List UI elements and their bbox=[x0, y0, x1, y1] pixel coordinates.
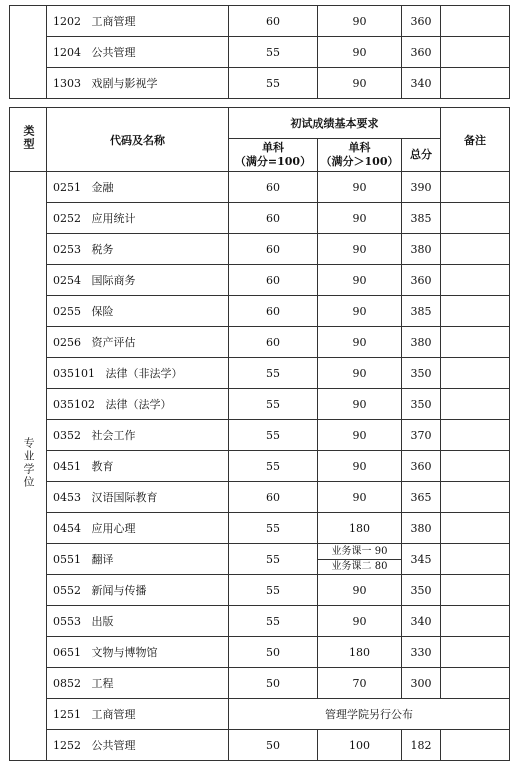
single-100-cell: 60 bbox=[229, 172, 318, 203]
section-label: 专业学位 bbox=[22, 436, 35, 489]
code-name-cell bbox=[47, 513, 229, 544]
split-cell bbox=[318, 544, 402, 575]
total-cell: 390 bbox=[402, 172, 441, 203]
code-name-cell bbox=[47, 172, 229, 203]
single-100-cell: 55 bbox=[229, 513, 318, 544]
single-100-plus-cell: 90 bbox=[318, 606, 402, 637]
program-code: 0453 bbox=[53, 491, 81, 504]
program-code: 0253 bbox=[53, 243, 81, 256]
total-cell: 350 bbox=[402, 575, 441, 606]
program-name: 教育 bbox=[91, 460, 114, 473]
total-cell: 380 bbox=[402, 513, 441, 544]
program-code: 035102 bbox=[53, 398, 95, 411]
program-code: 1202 bbox=[53, 15, 81, 28]
single-100-plus-cell: 90 bbox=[318, 420, 402, 451]
single-100-cell: 55 bbox=[229, 358, 318, 389]
program-name: 应用心理 bbox=[91, 522, 136, 535]
program-code: 0651 bbox=[53, 646, 81, 659]
note-cell bbox=[441, 327, 510, 358]
program-code: 1251 bbox=[53, 708, 81, 721]
single-100-cell: 60 bbox=[229, 296, 318, 327]
note-cell bbox=[441, 730, 510, 761]
single-100-cell: 60 bbox=[229, 6, 318, 37]
program-code: 0251 bbox=[53, 181, 81, 194]
program-name: 金融 bbox=[91, 181, 114, 194]
single-100-cell: 55 bbox=[229, 420, 318, 451]
code-name-cell bbox=[47, 203, 229, 234]
total-cell: 300 bbox=[402, 668, 441, 699]
program-code: 035101 bbox=[53, 367, 95, 380]
header-row-1 bbox=[10, 108, 510, 139]
program-code: 0254 bbox=[53, 274, 81, 287]
single-100-cell: 50 bbox=[229, 668, 318, 699]
total-cell: 340 bbox=[402, 606, 441, 637]
total-cell: 370 bbox=[402, 420, 441, 451]
single-100-plus-cell: 90 bbox=[318, 296, 402, 327]
code-name-cell bbox=[47, 606, 229, 637]
note-cell bbox=[441, 451, 510, 482]
total-cell: 360 bbox=[402, 37, 441, 68]
program-code: 0551 bbox=[53, 553, 81, 566]
total-cell: 380 bbox=[402, 327, 441, 358]
table-row bbox=[10, 513, 510, 544]
header-section bbox=[10, 99, 510, 172]
table-row bbox=[10, 6, 510, 37]
single-100-plus-cell: 70 bbox=[318, 668, 402, 699]
program-name: 新闻与传播 bbox=[91, 584, 147, 597]
single-100-plus-cell: 90 bbox=[318, 37, 402, 68]
total-cell: 360 bbox=[402, 6, 441, 37]
table-row bbox=[10, 203, 510, 234]
header-type: 类型 bbox=[10, 108, 47, 172]
program-code: 1204 bbox=[53, 46, 81, 59]
program-name: 公共管理 bbox=[91, 739, 136, 752]
table-row bbox=[10, 37, 510, 68]
program-code: 0451 bbox=[53, 460, 81, 473]
single-100-plus-cell: 90 bbox=[318, 265, 402, 296]
program-name: 法律（非法学） bbox=[105, 367, 183, 380]
single-100-cell: 55 bbox=[229, 544, 318, 575]
code-name-cell bbox=[47, 451, 229, 482]
total-cell: 350 bbox=[402, 358, 441, 389]
type-cell-empty bbox=[10, 6, 47, 99]
note-cell bbox=[441, 668, 510, 699]
total-cell: 350 bbox=[402, 389, 441, 420]
single-100-plus-cell: 180 bbox=[318, 637, 402, 668]
single-100-cell: 50 bbox=[229, 637, 318, 668]
total-cell: 380 bbox=[402, 234, 441, 265]
single-100-plus-cell: 90 bbox=[318, 6, 402, 37]
professional-degree-section bbox=[10, 172, 510, 761]
single-100-cell: 55 bbox=[229, 451, 318, 482]
total-cell: 365 bbox=[402, 482, 441, 513]
program-name: 社会工作 bbox=[91, 429, 136, 442]
code-name-cell bbox=[47, 420, 229, 451]
code-name-cell bbox=[47, 699, 229, 730]
note-cell bbox=[441, 389, 510, 420]
single-100-plus-cell: 90 bbox=[318, 575, 402, 606]
single-100-plus-cell: 90 bbox=[318, 68, 402, 99]
program-name: 工程 bbox=[91, 677, 114, 690]
single-100-cell: 60 bbox=[229, 234, 318, 265]
single-100-plus-cell: 90 bbox=[318, 482, 402, 513]
program-name: 汉语国际教育 bbox=[91, 491, 158, 504]
single-100-cell: 60 bbox=[229, 203, 318, 234]
program-name: 出版 bbox=[91, 615, 114, 628]
table-row bbox=[10, 389, 510, 420]
header-single-100: 单科 （满分=100） bbox=[229, 139, 318, 172]
single-100-plus-cell: 180 bbox=[318, 513, 402, 544]
table-row bbox=[10, 68, 510, 99]
single-100-plus-cell: 90 bbox=[318, 234, 402, 265]
note-cell bbox=[441, 68, 510, 99]
program-name: 戏剧与影视学 bbox=[91, 77, 158, 90]
table-row bbox=[10, 327, 510, 358]
header-note: 备注 bbox=[441, 108, 510, 172]
note-cell bbox=[441, 420, 510, 451]
note-cell bbox=[441, 6, 510, 37]
table-row bbox=[10, 358, 510, 389]
split-subject-1: 业务课一 90 bbox=[318, 544, 401, 560]
program-name: 应用统计 bbox=[91, 212, 136, 225]
program-code: 0552 bbox=[53, 584, 81, 597]
code-name-cell bbox=[47, 358, 229, 389]
header-code-name: 代码及名称 bbox=[47, 108, 229, 172]
code-name-cell bbox=[47, 389, 229, 420]
total-cell: 182 bbox=[402, 730, 441, 761]
table-row bbox=[10, 544, 510, 575]
note-cell bbox=[441, 606, 510, 637]
note-cell bbox=[441, 234, 510, 265]
total-cell: 330 bbox=[402, 637, 441, 668]
table-row bbox=[10, 668, 510, 699]
top-section bbox=[10, 6, 510, 99]
single-100-cell: 55 bbox=[229, 389, 318, 420]
single-100-cell: 60 bbox=[229, 265, 318, 296]
table-row bbox=[10, 699, 510, 730]
single-100-plus-cell: 90 bbox=[318, 203, 402, 234]
note-cell bbox=[441, 358, 510, 389]
single-100-cell: 60 bbox=[229, 482, 318, 513]
total-cell: 360 bbox=[402, 265, 441, 296]
program-code: 0852 bbox=[53, 677, 81, 690]
table-row bbox=[10, 296, 510, 327]
split-subject-2: 业务课二 80 bbox=[331, 561, 388, 572]
note-cell bbox=[441, 513, 510, 544]
note-cell bbox=[441, 575, 510, 606]
program-name: 国际商务 bbox=[91, 274, 136, 287]
program-code: 0454 bbox=[53, 522, 81, 535]
note-cell bbox=[441, 203, 510, 234]
note-cell bbox=[441, 37, 510, 68]
single-100-plus-cell: 90 bbox=[318, 327, 402, 358]
program-name: 保险 bbox=[91, 305, 114, 318]
single-100-cell: 55 bbox=[229, 68, 318, 99]
program-code: 0255 bbox=[53, 305, 81, 318]
note-cell bbox=[441, 637, 510, 668]
table-row bbox=[10, 575, 510, 606]
program-name: 法律（法学） bbox=[105, 398, 172, 411]
code-name-cell bbox=[47, 637, 229, 668]
total-cell: 360 bbox=[402, 451, 441, 482]
program-name: 工商管理 bbox=[91, 708, 136, 721]
table-row bbox=[10, 420, 510, 451]
table-row bbox=[10, 482, 510, 513]
note-cell bbox=[441, 172, 510, 203]
score-requirements-table bbox=[9, 5, 510, 761]
code-name-cell bbox=[47, 730, 229, 761]
table-row bbox=[10, 172, 510, 203]
code-name-cell bbox=[47, 482, 229, 513]
single-100-cell: 50 bbox=[229, 730, 318, 761]
code-name-cell bbox=[47, 327, 229, 358]
code-name-cell bbox=[47, 668, 229, 699]
table-row bbox=[10, 234, 510, 265]
table-row bbox=[10, 265, 510, 296]
code-name-cell bbox=[47, 265, 229, 296]
program-code: 1303 bbox=[53, 77, 81, 90]
merged-note-cell: 管理学院另行公布 bbox=[229, 699, 510, 730]
note-cell bbox=[441, 544, 510, 575]
single-100-cell: 55 bbox=[229, 575, 318, 606]
program-name: 翻译 bbox=[91, 553, 114, 566]
section-label-cell bbox=[10, 172, 47, 761]
total-cell: 340 bbox=[402, 68, 441, 99]
total-cell: 385 bbox=[402, 203, 441, 234]
single-100-cell: 60 bbox=[229, 327, 318, 358]
table-row bbox=[10, 451, 510, 482]
code-name-cell bbox=[47, 37, 229, 68]
table-row bbox=[10, 637, 510, 668]
program-code: 0352 bbox=[53, 429, 81, 442]
single-100-plus-cell: 90 bbox=[318, 172, 402, 203]
program-name: 资产评估 bbox=[91, 336, 136, 349]
program-name: 税务 bbox=[91, 243, 114, 256]
note-cell bbox=[441, 482, 510, 513]
code-name-cell bbox=[47, 296, 229, 327]
program-code: 0256 bbox=[53, 336, 81, 349]
single-100-plus-cell: 100 bbox=[318, 730, 402, 761]
code-name-cell bbox=[47, 6, 229, 37]
code-name-cell bbox=[47, 234, 229, 265]
total-cell: 385 bbox=[402, 296, 441, 327]
total-cell: 345 bbox=[402, 544, 441, 575]
program-name: 文物与博物馆 bbox=[91, 646, 158, 659]
single-100-cell: 55 bbox=[229, 37, 318, 68]
single-100-plus-cell: 90 bbox=[318, 389, 402, 420]
program-name: 公共管理 bbox=[91, 46, 136, 59]
code-name-cell bbox=[47, 68, 229, 99]
code-name-cell bbox=[47, 544, 229, 575]
single-100-plus-cell: 90 bbox=[318, 451, 402, 482]
note-cell bbox=[441, 265, 510, 296]
program-name: 工商管理 bbox=[91, 15, 136, 28]
program-code: 1252 bbox=[53, 739, 81, 752]
single-100-cell: 55 bbox=[229, 606, 318, 637]
program-code: 0252 bbox=[53, 212, 81, 225]
header-requirements: 初试成绩基本要求 bbox=[229, 108, 441, 139]
code-name-cell bbox=[47, 575, 229, 606]
header-total: 总分 bbox=[402, 139, 441, 172]
note-cell bbox=[441, 296, 510, 327]
table-row bbox=[10, 730, 510, 761]
header-single-100-plus: 单科 （满分＞100） bbox=[318, 139, 402, 172]
program-code: 0553 bbox=[53, 615, 81, 628]
single-100-plus-cell: 90 bbox=[318, 358, 402, 389]
table-row bbox=[10, 606, 510, 637]
